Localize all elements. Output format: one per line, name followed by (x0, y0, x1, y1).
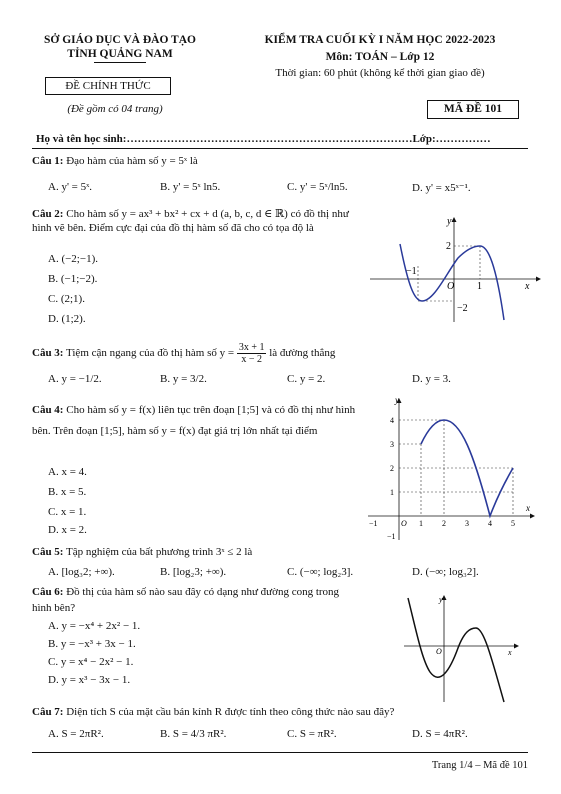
exam-code-box: MÃ ĐỀ 101 (427, 100, 519, 119)
header-underline (94, 62, 146, 63)
question-7 (32, 705, 532, 719)
q5-option-a[interactable]: A. [log₃2; +∞). (48, 566, 115, 578)
y-axis-label: y (395, 395, 399, 405)
q2-option-d[interactable]: D. (1;2). (48, 313, 86, 325)
graph-q2 (362, 214, 542, 326)
province-name: TỈNH QUẢNG NAM (67, 48, 173, 60)
origin-label: O (436, 647, 442, 656)
q6-option-c[interactable]: C. y = x⁴ − 2x² − 1. (48, 656, 134, 668)
y-tick-label: −1 (387, 532, 396, 541)
q1-option-c[interactable]: C. y' = 5ˣ/ln5. (287, 181, 348, 193)
question-2 (32, 207, 360, 235)
y-axis-label: y (447, 216, 452, 227)
header-divider (32, 148, 528, 149)
question-4 (32, 400, 360, 442)
question-label: Câu 2: (32, 208, 64, 220)
question-3 (32, 342, 532, 365)
subject-line: Môn: TOÁN – Lớp 12 (325, 51, 435, 63)
question-text: Cho hàm số y = ax³ + bx² + cx + d (a, b, c, d ∈ ℝ) có đồ thị như hình vẽ bên. Điểm cực đại của đồ thị hàm số đã cho có tọa độ là (32, 208, 349, 234)
question-text: Đồ thị của hàm số nào sau đây có dạng như đường cong trong hình bên? (32, 586, 340, 614)
question-text: Tập nghiệm của bất phương trình 3ˣ ≤ 2 là (66, 546, 253, 558)
q1-option-d[interactable]: D. y' = x5ˣ⁻¹. (412, 182, 471, 194)
fraction (237, 342, 267, 365)
q4-option-a[interactable]: A. x = 4. (48, 466, 87, 478)
tick-label-minus-1: −1 (406, 266, 417, 277)
x-tick-label: 2 (442, 519, 446, 528)
q6-option-d[interactable]: D. y = x³ − 3x − 1. (48, 674, 131, 686)
tick-label-2: 2 (446, 241, 451, 252)
x-axis-label: x (525, 281, 530, 292)
curve (408, 598, 504, 702)
q3-option-b[interactable]: B. y = 3/2. (160, 373, 207, 385)
q1-option-a[interactable]: A. y' = 5ˣ. (48, 181, 93, 193)
q2-option-c[interactable]: C. (2;1). (48, 293, 85, 305)
q3-option-d[interactable]: D. y = 3. (412, 373, 451, 385)
y-tick-label: 4 (390, 416, 394, 425)
y-tick-label: 1 (390, 488, 394, 497)
q7-option-c[interactable]: C. S = πR². (287, 728, 337, 740)
footer-divider (32, 752, 528, 753)
q2-option-b[interactable]: B. (−1;−2). (48, 273, 98, 285)
q6-option-a[interactable]: A. y = −x⁴ + 2x² − 1. (48, 620, 141, 632)
q3-option-a[interactable]: A. y = −1/2. (48, 373, 102, 385)
fraction-numerator: 3x + 1 (238, 342, 265, 353)
time-line: Thời gian: 60 phút (không kể thời gian giao đề) (275, 67, 485, 79)
x-axis-label: x (508, 648, 512, 657)
x-tick-label: 4 (488, 519, 492, 528)
q4-option-b[interactable]: B. x = 5. (48, 486, 87, 498)
department-name: SỞ GIÁO DỤC VÀ ĐÀO TẠO (44, 34, 196, 46)
q5-option-b[interactable]: B. [log₂3; +∞). (160, 566, 227, 578)
question-text: Đạo hàm của hàm số y = 5ˣ là (66, 155, 198, 167)
tick-label-1: 1 (477, 281, 482, 292)
q4-option-d[interactable]: D. x = 2. (48, 524, 87, 536)
y-tick-label: 2 (390, 464, 394, 473)
q2-option-a[interactable]: A. (−2;−1). (48, 253, 98, 265)
question-label: Câu 1: (32, 155, 64, 167)
question-6 (32, 584, 360, 616)
y-tick-label: 3 (390, 440, 394, 449)
q4-option-c[interactable]: C. x = 1. (48, 506, 87, 518)
origin-label: O (401, 519, 407, 528)
question-label: Câu 6: (32, 586, 64, 598)
q7-option-d[interactable]: D. S = 4πR². (412, 728, 468, 740)
q7-option-b[interactable]: B. S = 4/3 πR². (160, 728, 227, 740)
official-badge: ĐỀ CHÍNH THỨC (45, 77, 171, 95)
question-text-before: Tiệm cận ngang của đồ thị hàm số y = (66, 347, 235, 360)
page-footer: Trang 1/4 – Mã đề 101 (431, 760, 528, 771)
q3-option-c[interactable]: C. y = 2. (287, 373, 326, 385)
q5-option-d[interactable]: D. (−∞; log₃2]. (412, 566, 479, 578)
q5-option-c[interactable]: C. (−∞; log₂3]. (287, 566, 354, 578)
question-text-after: là đường thẳng (269, 347, 336, 360)
question-label: Câu 3: (32, 347, 64, 360)
x-tick-label: 3 (465, 519, 469, 528)
origin-label: O (447, 281, 455, 292)
y-axis-label: y (439, 595, 443, 604)
graph-q4 (366, 395, 538, 543)
x-tick-label: −1 (369, 519, 378, 528)
question-text: Cho hàm số y = f(x) liên tục trên đoạn [1;5] và có đồ thị như hình bên. Trên đoạn [1;5], hàm số y = f(x) đạt giá trị lớn nhất tại điểm (32, 404, 356, 437)
x-axis-label: x (526, 503, 530, 513)
question-label: Câu 5: (32, 546, 64, 558)
q6-option-b[interactable]: B. y = −x³ + 3x − 1. (48, 638, 136, 650)
graph-q6 (400, 590, 522, 706)
x-tick-label: 5 (511, 519, 515, 528)
fraction-denominator: x − 2 (241, 354, 262, 365)
q1-option-b[interactable]: B. y' = 5ˣ ln5. (160, 181, 221, 193)
question-text: Diện tích S của mặt cầu bán kính R được tính theo công thức nào sau đây? (66, 706, 395, 718)
question-5 (32, 545, 532, 559)
question-label: Câu 4: (32, 404, 64, 416)
exam-title: KIỂM TRA CUỐI KỲ I NĂM HỌC 2022-2023 (264, 34, 496, 46)
question-label: Câu 7: (32, 706, 64, 718)
student-info-line: Họ và tên học sinh:……………………………………………………………………Lớp:…………… (36, 133, 491, 145)
q7-option-a[interactable]: A. S = 2πR². (48, 728, 104, 740)
question-1 (32, 154, 532, 168)
pages-note: (Đề gồm có 04 trang) (67, 103, 163, 115)
x-tick-label: 1 (419, 519, 423, 528)
tick-label-minus-2: −2 (457, 303, 468, 314)
